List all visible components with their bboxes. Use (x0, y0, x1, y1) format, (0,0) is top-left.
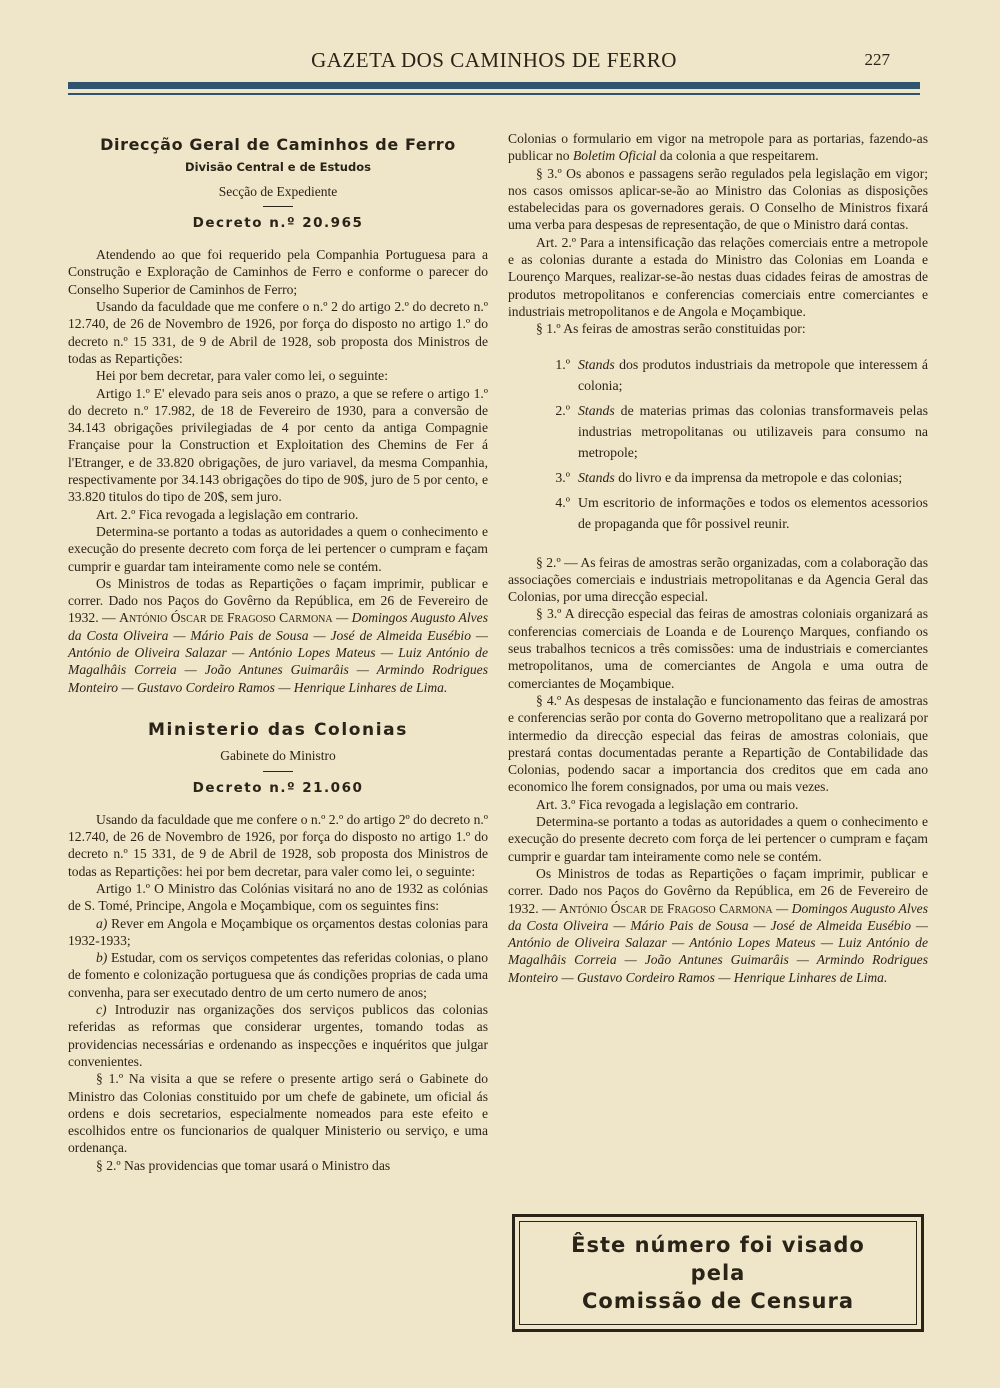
signature-paragraph (68, 575, 488, 696)
item-text: Um escritorio de informações e todos os elementos acessorios de propaganda que fôr possivel reunir. (578, 494, 928, 531)
page-header (68, 44, 920, 80)
ministers-names: — Domingos Augusto Alves da Costa Oliveira — Mário Pais de Sousa — José de Almeida Eusébio — António de Oliveira Salazar — António Lopes Mateus — Luiz António de Magalhâis Correia — João Antunes Guimarâis — Armindo Rodrigues Monteiro — Gustavo Cordeiro Ramos — Henrique Linhares de Lima. (508, 900, 928, 985)
paragraph: § 3.º A direcção especial das feiras de amostras coloniais organizará as conferencias comerciais de Loanda e de Lourenço Marques, confiando os seus trabalhos tecnicos a três comissões: uma de industriais e comerciantes metropolitanos, uma de comerciantes de Angola e uma outra de comerciantes de Moçambique. (508, 606, 928, 691)
list-text (578, 354, 928, 396)
item-label: a) (96, 915, 108, 931)
paragraph (68, 1001, 488, 1070)
header-rule-thick (68, 82, 920, 89)
signature-intro: Os Ministros de todas as Repartições o façam imprimir, publicar e correr. Dado nos Paços do Govêrno da República, em 26 de Fevereiro de 1932. — (68, 575, 488, 626)
paragraph (68, 915, 488, 950)
item-text: dos produtos industriais da metropole que interessem á colonia; (578, 356, 928, 393)
list-number: 3.º (555, 469, 570, 485)
item-label: b) (96, 950, 108, 966)
paragraph: § 1.º As feiras de amostras serão constituidas por: (536, 321, 806, 337)
journal-title: GAZETA DOS CAMINHOS DE FERRO (311, 48, 677, 72)
stamp-line-2: pela (690, 1261, 746, 1285)
list-item (508, 400, 928, 463)
list-text (578, 400, 928, 463)
paragraph: Art. 2.º Para a intensificação das relações comerciais entre a metropole e as colonias durante a estada do Ministro das Colonias em Loanda e Lourenço Marques, realizar-se-ão nestas duas cidades feiras de amostras de produtos metropolitanos e conferencias comerciais entre comerciantes e industriais metropolitanos e de Angola e Moçambique. (508, 234, 928, 319)
divider (263, 206, 293, 207)
ministry-heading: Ministerio das Colonias (148, 719, 408, 740)
list-item (508, 354, 928, 396)
item-text: do livro e da imprensa da metropole e das colonias; (614, 469, 903, 485)
stands-word: Stands (578, 469, 615, 485)
stands-word: Stands (578, 356, 615, 372)
paragraph: Determina-se portanto a todas as autoridades a quem o conhecimento e execução do presente decreto com força de lei pertencer o cumpram e façam cumprir e guardar tam inteiramente como nele se contém. (68, 523, 488, 574)
paragraph: Art. 2.º Fica revogada a legislação em contrario. (96, 506, 359, 522)
president-name: António Óscar de Fragoso Carmona (119, 610, 333, 626)
paragraph: § 4.º As despesas de instalação e funcionamento das feiras de amostras e conferencias serão por conta do Governo metropolitano que a realizará por intermedio da direcção especial das feiras de amostras coloniais, que prestará contas documentadas perante a Repartição de Contabilidade das Colonias, podendo sacar a importancia dos creditos que em cada ano economico lhe forem consignados, por uma ou mais vezes. (508, 692, 928, 795)
paragraph: Hei por bem decretar, para valer como lei, o seguinte: (96, 368, 388, 384)
signature-intro: Os Ministros de todas as Repartições o façam imprimir, publicar e correr. Dado nos Paços do Govêrno da República, em 26 de Fevereiro de 1932. — (508, 865, 928, 916)
list-text (578, 467, 928, 488)
paragraph (68, 949, 488, 1001)
list-number: 4.º (555, 494, 570, 510)
item-text: de materias primas das colonias transformaveis pelas industrias metropolitanas ou utilizaveis para consumo na metropole; (578, 402, 928, 460)
list-number: 1.º (555, 356, 570, 372)
paragraph (508, 130, 928, 165)
paragraph: § 2.º Nas providencias que tomar usará o Ministro das (96, 1157, 391, 1173)
department-heading: Direcção Geral de Caminhos de Ferro (100, 135, 456, 154)
text-span: Colonias o formulario em vigor na metropole para as portarias, fazendo-as publicar no (508, 131, 928, 164)
item-label: c) (96, 1002, 107, 1018)
left-column (68, 134, 488, 1174)
section-heading: Secção de Expediente (218, 183, 338, 199)
list-item (508, 492, 928, 534)
paragraph: Atendendo ao que foi requerido pela Companhia Portuguesa para a Construção e Exploração de Caminhos de Ferro e conforme o parecer do Conselho Superior de Caminhos de Ferro; (68, 247, 488, 297)
paragraph: Artigo 1.º O Ministro das Colónias visitará no ano de 1932 as colónias de S. Tomé, Principe, Angola e Moçambique, com os seguintes fins: (68, 880, 488, 914)
item-text: Estudar, com os serviços competentes das referidas colonias, o plano de fomento e colonização portuguesa que ás condições proprias de cada uma convenha, para ser executado dentro de um certo numero de anos; (68, 950, 488, 1000)
page-number: 227 (864, 50, 890, 69)
paragraph: § 3.º Os abonos e passagens serão regulados pela legislação em vigor; nos casos omissos aplicar-se-ão ao Ministro das Colonias as disposições estabelecidas para os governadores gerais. O Conselho de Ministros fixará uma verba para despesas de representação, de que o Ministro dará contas. (508, 165, 928, 233)
signature-paragraph (508, 865, 928, 986)
bulletin-title: Boletim Oficial (572, 148, 657, 164)
paragraph: § 2.º — As feiras de amostras serão organizadas, com a colaboração das associações comerciais e industriais metropolitanas e da Agencia Geral das Colonias, por uma direcção especial. (508, 554, 928, 605)
item-text: Rever em Angola e Moçambique os orçamentos destas colonias para 1932-1933; (68, 915, 488, 948)
stamp-line-3: Comissão de Censura (582, 1289, 854, 1313)
paragraph: § 1.º Na visita a que se refere o presente artigo será o Gabinete do Ministro das Colonias constituido por um chefe de gabinete, um oficial ás ordens e dois secretarios, especialmente nomeados para este efeito e escolhidos entre os funcionarios de qualquer Ministerio ou serviço, e uma ordenança. (68, 1071, 488, 1156)
censorship-stamp (512, 1214, 924, 1332)
decree-title: Decreto n.º 20.965 (192, 214, 364, 231)
list-text (578, 492, 928, 534)
stamp-line-1: Êste número foi visado (571, 1233, 865, 1257)
president-name: António Óscar de Fragoso Carmona (559, 900, 773, 916)
stamp-frame (519, 1221, 917, 1325)
cabinet-heading: Gabinete do Ministro (220, 748, 336, 764)
paragraph: Determina-se portanto a todas as autoridades a quem o conhecimento e execução do presente decreto com força de lei pertencer o cumpram e façam cumprir e guardar tam inteiramente como nele se contém. (508, 814, 928, 864)
decree-title: Decreto n.º 21.060 (192, 779, 364, 796)
paragraph: Art. 3.º Fica revogada a legislação em contrario. (536, 796, 799, 812)
item-text: Introduzir nas organizações dos serviços publicos das colonias referidas as reformas que considerar urgentes, tomando todas as providencias necessárias e ordenando as inspecções e inquéritos que julgar convenientes. (68, 1002, 488, 1069)
text-span: da colonia a que respeitarem. (656, 148, 819, 164)
divider (263, 771, 293, 772)
right-column (508, 130, 928, 986)
list-item (508, 467, 928, 488)
division-heading: Divisão Central e de Estudos (185, 160, 371, 175)
header-rule-thin (68, 93, 920, 95)
ministers-names: — Domingos Augusto Alves da Costa Oliveira — Mário Pais de Sousa — José de Almeida Eusébio — António de Oliveira Salazar — António Lopes Mateus — Luiz António de Magalhâis Correia — João Antunes Guimarâis — Armindo Rodrigues Monteiro — Gustavo Cordeiro Ramos — Henrique Linhares de Lima. (68, 610, 488, 695)
list-number: 2.º (555, 402, 570, 418)
paragraph: Usando da faculdade que me confere o n.º 2.º do artigo 2º do decreto n.º 12.740, de 26 de Novembro de 1926, por força do disposto no artigo 1.º do decreto n.º 15 331, de 9 de Abril de 1928, sob proposta dos Ministros de todas as Repartições: hei por bem decretar, para valer como lei, o seguinte: (68, 811, 488, 879)
paragraph: Artigo 1.º E' elevado para seis anos o prazo, a que se refere o artigo 1.º do decreto n.º 17.982, de 18 de Fevereiro de 1930, para a conversão de 34.143 obrigações privilegiadas de 4 por cento da antiga Compagnie Française pour la Construction et Exploitation des Chemins de Fer á l'Etranger, e de 33.820 obrigações, de juro variavel, da mesma Companhia, respectivamente por 34.143 obrigações do tipo de 90$, juro de 5 por cento, e 33.820 titulos do tipo de 20$, sem juro. (68, 385, 488, 505)
paragraph: Usando da faculdade que me confere o n.º 2 do artigo 2.º do decreto n.º 12.740, de 26 de Novembro de 1926, por força do disposto no artigo 1.º do decreto n.º 15 331, de 9 de Abril de 1928, sob proposta dos Ministros de todas as Repartições: (68, 299, 488, 366)
stands-word: Stands (578, 402, 615, 418)
fair-items-list (508, 354, 928, 534)
